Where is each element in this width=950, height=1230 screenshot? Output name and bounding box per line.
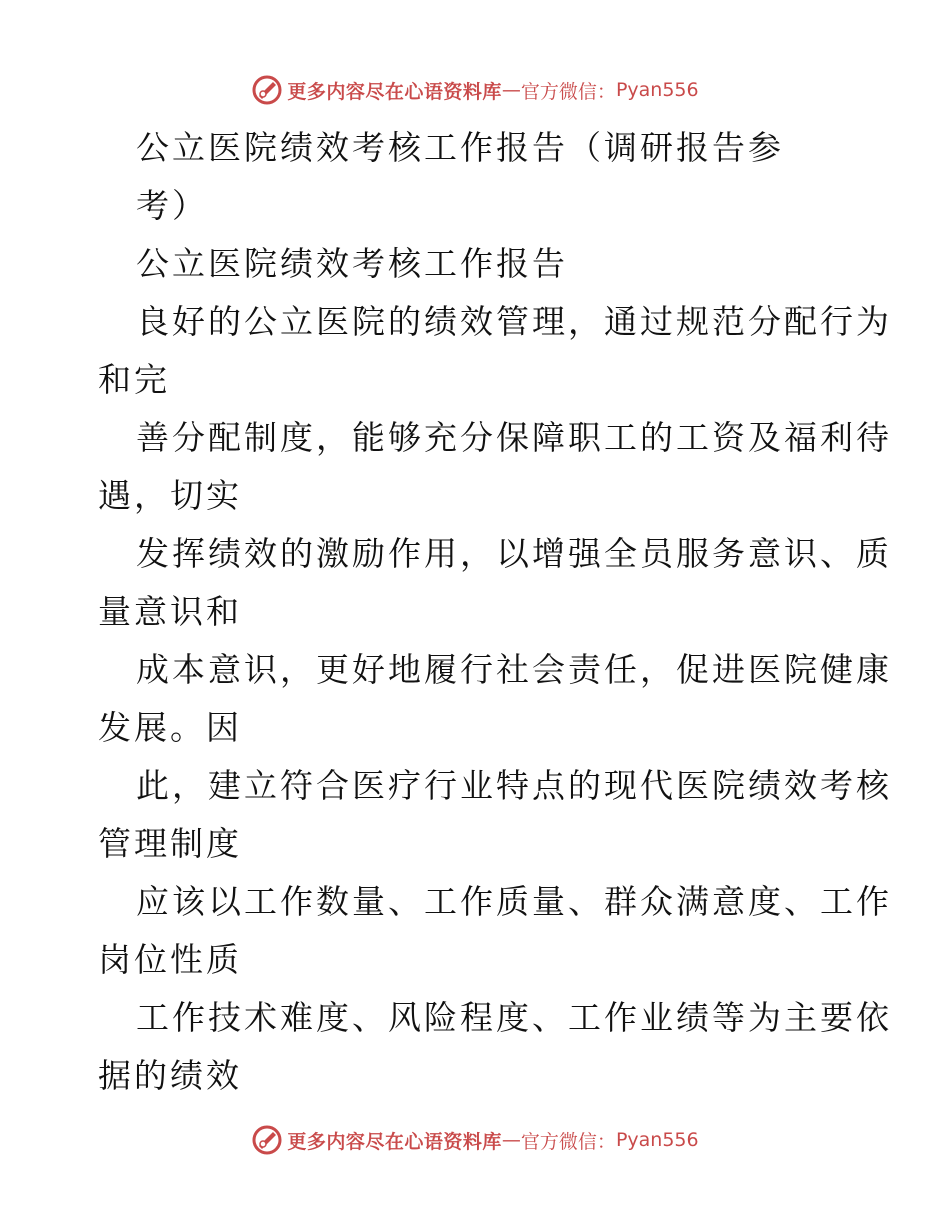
paragraph-line: 成本意识，更好地履行社会责任，促进医院健康 bbox=[136, 650, 892, 689]
paragraph-line: 岗位性质 bbox=[98, 940, 242, 979]
banner-wechat-label: 官方微信： bbox=[520, 1130, 616, 1153]
paragraph-line: 管理制度 bbox=[98, 824, 242, 863]
paragraph-line: 应该以工作数量、工作质量、群众满意度、工作 bbox=[136, 882, 892, 921]
banner-brand-text: 更多内容尽在心语资料库 bbox=[287, 80, 502, 103]
banner-wechat-id: Pyan556 bbox=[615, 79, 699, 101]
document-title-line-2: 考） bbox=[136, 186, 208, 225]
paragraph-line: 发展。因 bbox=[98, 708, 242, 747]
banner-separator: — bbox=[501, 79, 521, 101]
banner-wechat-id: Pyan556 bbox=[615, 1129, 699, 1151]
paragraph-line: 和完 bbox=[98, 360, 170, 399]
banner-wechat-label: 官方微信： bbox=[520, 80, 616, 103]
paragraph-line: 此，建立符合医疗行业特点的现代医院绩效考核 bbox=[136, 766, 892, 805]
paragraph-line: 工作技术难度、风险程度、工作业绩等为主要依 bbox=[136, 998, 892, 1037]
banner-brand-text: 更多内容尽在心语资料库 bbox=[287, 1130, 502, 1153]
paragraph-line: 据的绩效 bbox=[98, 1056, 242, 1095]
paragraph-line: 善分配制度，能够充分保障职工的工资及福利待 bbox=[136, 418, 892, 457]
paragraph-line: 发挥绩效的激励作用，以增强全员服务意识、质 bbox=[136, 534, 892, 573]
banner-separator: — bbox=[501, 1129, 521, 1151]
paragraph-line: 遇，切实 bbox=[98, 476, 242, 515]
document-subtitle: 公立医院绩效考核工作报告 bbox=[136, 244, 568, 283]
paragraph-line: 量意识和 bbox=[98, 592, 242, 631]
brand-logo-icon bbox=[251, 1124, 283, 1156]
document-title-line-1: 公立医院绩效考核工作报告（调研报告参 bbox=[136, 128, 784, 167]
paragraph-line: 良好的公立医院的绩效管理，通过规范分配行为 bbox=[136, 302, 892, 341]
footer-banner bbox=[0, 1120, 950, 1160]
